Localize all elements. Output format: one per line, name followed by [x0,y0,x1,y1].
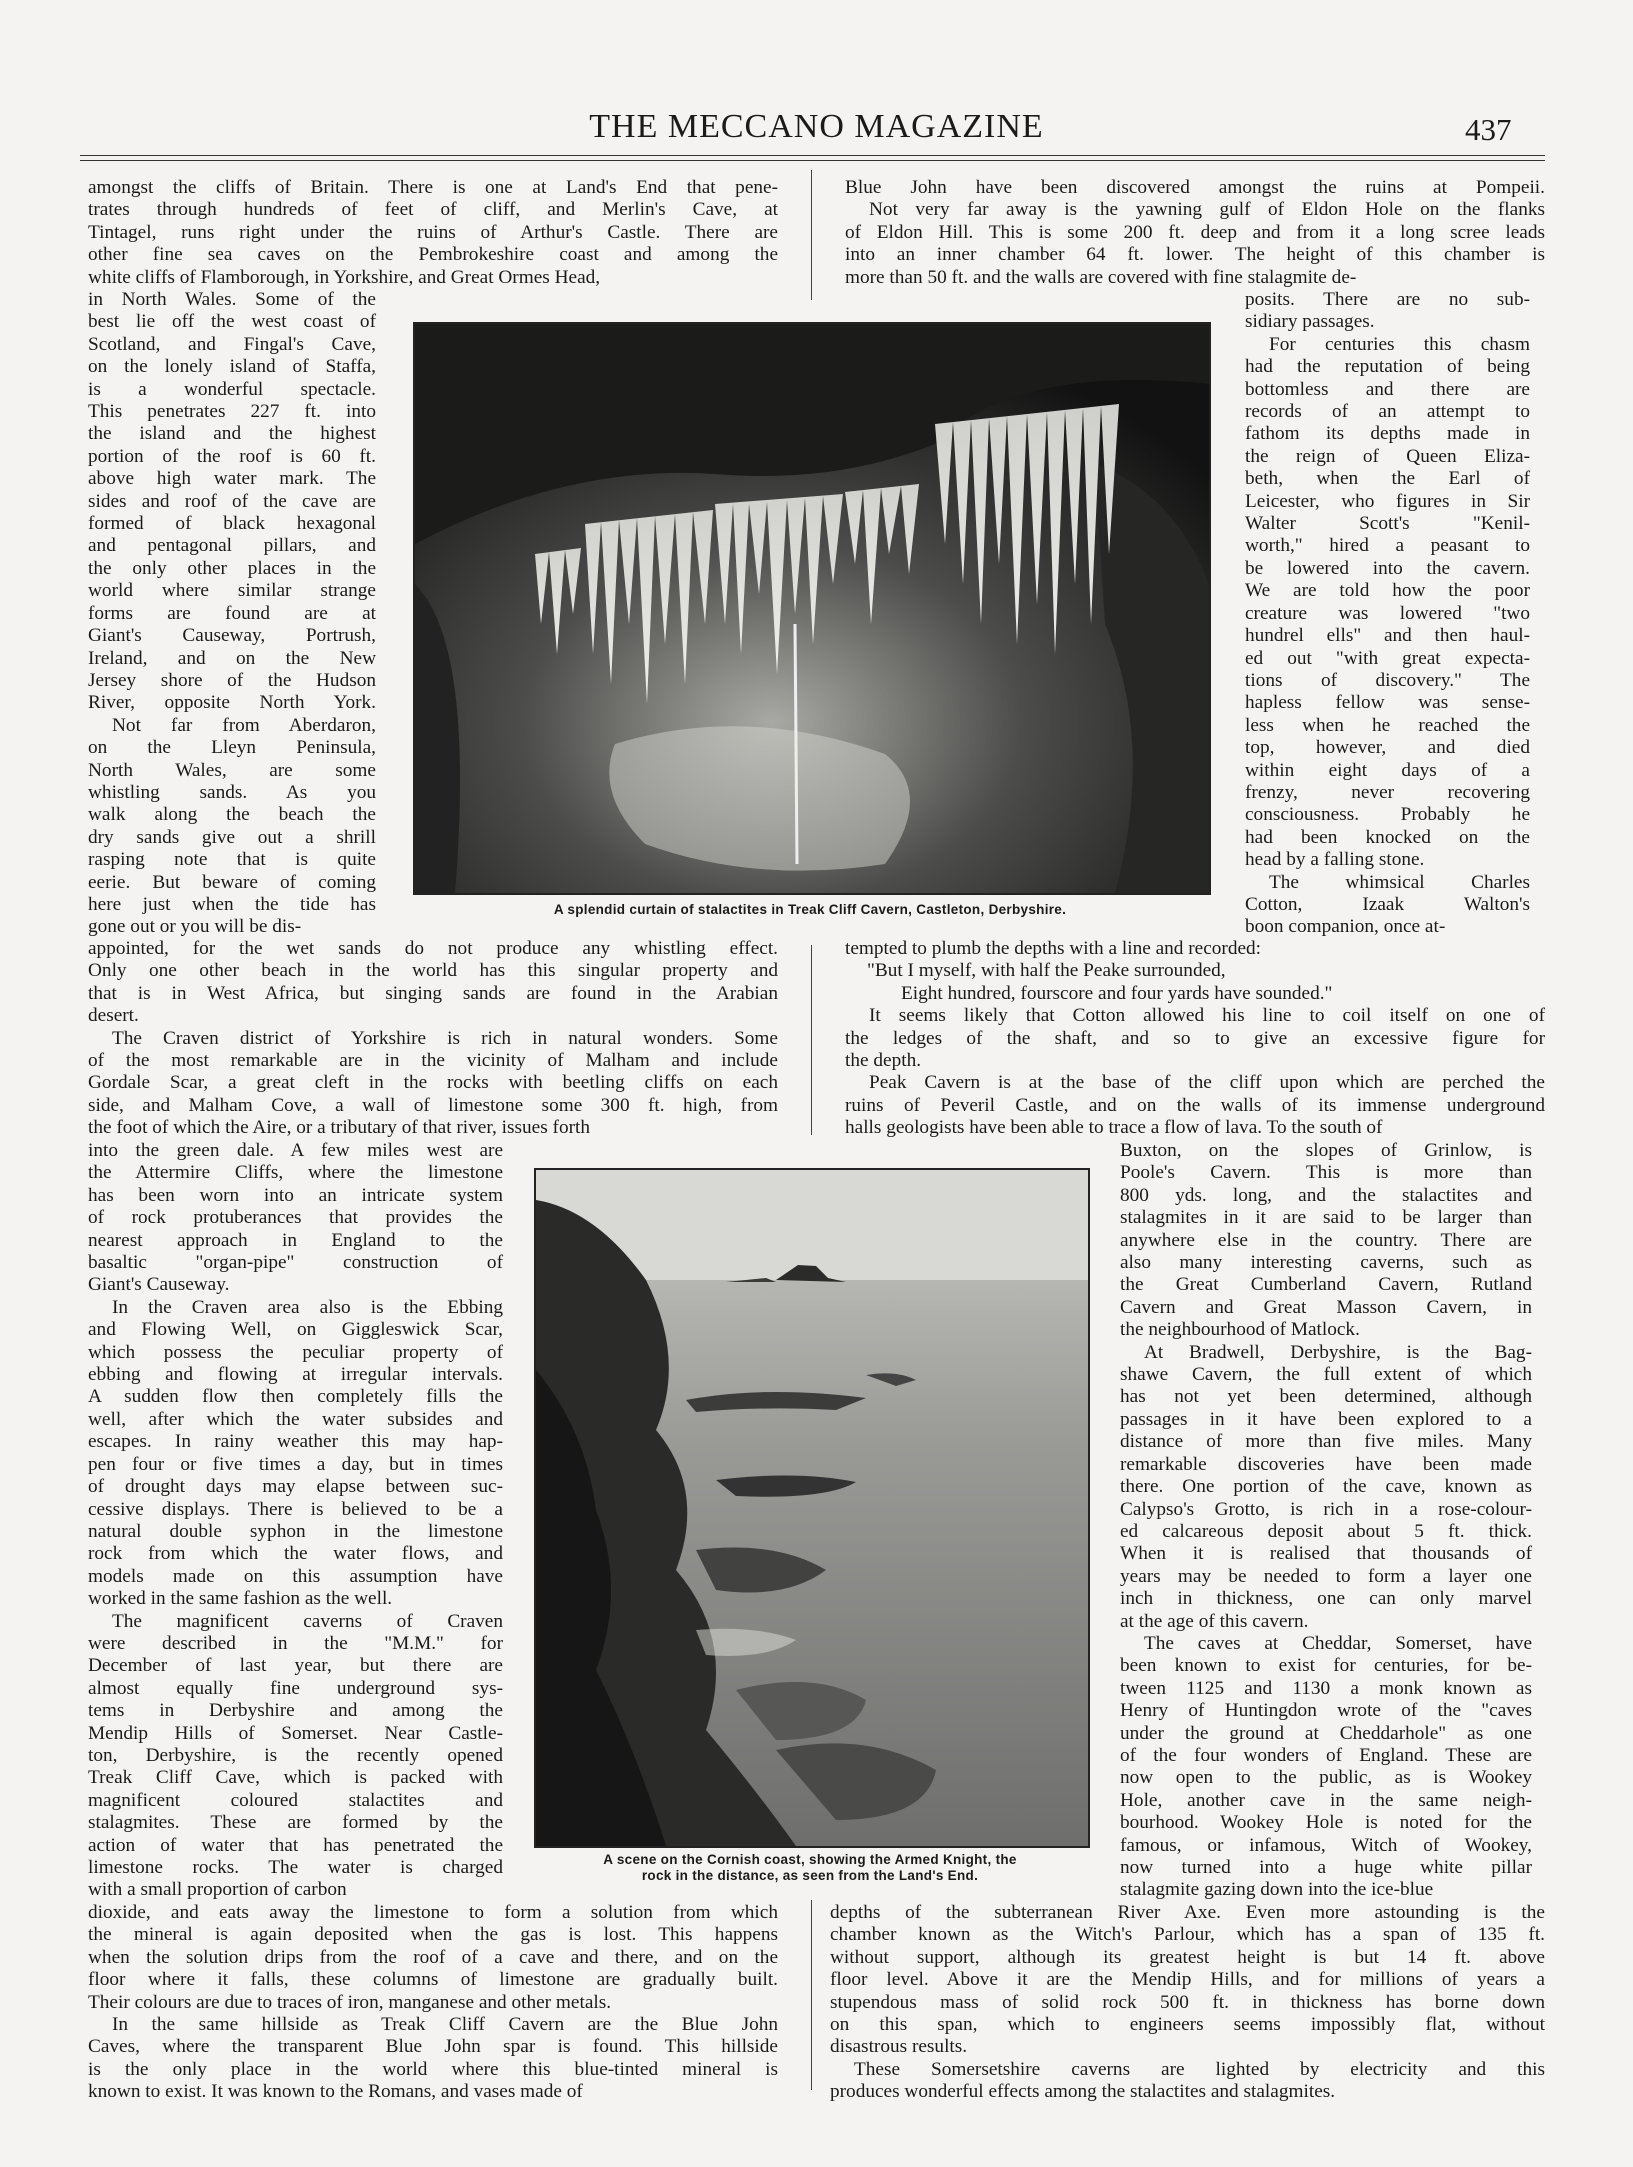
text-line: bottomless and there are [1245,378,1530,400]
text-line: records of an attempt to [1245,401,1530,423]
text-line: Scotland, and Fingal's Cave, [88,333,376,355]
text-line: For centuries this chasm [1269,333,1530,355]
text-line: also many interesting caverns, such as [1120,1252,1532,1274]
left-mid-block [88,938,778,1140]
text-line: North Wales, are some [88,759,376,781]
text-line: the neighbourhood of Matlock. [1120,1319,1360,1341]
text-line: almost equally fine underground sys- [88,1677,503,1699]
text-line: other fine sea caves on the Pembrokeshire coast and among the [88,244,778,266]
text-line: dry sands give out a shrill [88,826,376,848]
text-line: ruins of Peveril Castle, and on the walls of its immense underground [845,1094,1545,1116]
text-line: Tintagel, runs right under the ruins of Arthur's Castle. There are [88,221,778,243]
text-line: worth," hired a peasant to [1245,535,1530,557]
text-line: into the green dale. A few miles west are [88,1140,503,1161]
text-line: Caves, where the transparent Blue John spar is found. This hillside [88,2036,778,2058]
text-line: appointed, for the wet sands do not produce any whistling effect. [88,938,778,959]
text-line: years may be needed to form a layer one [1120,1565,1532,1587]
text-line: December of last year, but there are [88,1655,503,1677]
text-line: Giant's Causeway. [88,1274,230,1296]
text-line: cessive displays. There is believed to be a [88,1498,503,1520]
text-line: frenzy, never recovering [1245,781,1530,803]
text-line: formed of black hexagonal [88,513,376,535]
text-line: Their colours are due to traces of iron, manganese and other metals. [88,1991,612,2013]
text-line: In the Craven area also is the Ebbing [112,1296,503,1318]
right-mid-block [845,938,1545,1140]
text-line: famous, or infamous, Witch of Wookey, [1120,1834,1532,1856]
text-line: sides and roof of the cave are [88,490,376,512]
text-line: shawe Cavern, the full extent of which [1120,1364,1532,1386]
text-line: hapless fellow was sense- [1245,692,1530,714]
text-line: top, however, and died [1245,737,1530,759]
text-line: pen four or five times a day, but in times [88,1453,503,1475]
text-line: desert. [88,1005,139,1027]
text-line: here just when the tide has [88,893,376,915]
text-line: of the four wonders of England. These are [1120,1744,1532,1766]
right-bottom-block [830,1902,1545,2104]
text-line: of Eldon Hill. This is some 200 ft. deep and from it a long scree leads [845,221,1545,243]
text-line: Eight hundred, fourscore and four yards have sounded." [901,982,1333,1004]
header-rule-2 [80,160,1545,161]
text-line: models made on this assumption have [88,1565,503,1587]
text-line: were described in the "M.M." for [88,1632,503,1654]
text-line: is the only place in the world where this blue-tinted mineral is [88,2058,778,2080]
text-line: The whimsical Charles [1269,871,1530,893]
text-line: inch in thickness, one can only marvel [1120,1588,1532,1610]
header-rule [80,155,1545,156]
text-line: is a wonderful spectacle. [88,378,376,400]
text-line: had been knocked on the [1245,826,1530,848]
text-line: Treak Cliff Cave, which is packed with [88,1767,503,1789]
text-line: Henry of Huntingdon wrote of the "caves [1120,1700,1532,1722]
text-line: The caves at Cheddar, Somerset, have [1144,1632,1532,1654]
text-line: well, after which the water subsides and [88,1408,503,1430]
text-line: limestone rocks. The water is charged [88,1857,503,1878]
text-line: gone out or you will be dis- [88,916,302,938]
text-line: Jersey shore of the Hudson [88,669,376,691]
text-line: basaltic "organ-pipe" construction of [88,1252,503,1274]
text-line: The Craven district of Yorkshire is rich in natural wonders. Some [112,1027,778,1049]
text-line: without support, although its greatest height is but 14 ft. above [830,1946,1545,1968]
text-line: Not far from Aberdaron, [112,714,376,736]
text-line: the only other places in the [88,557,376,579]
text-line: the Great Cumberland Cavern, Rutland [1120,1274,1532,1296]
text-line: had the reputation of being [1245,356,1530,378]
text-line: dioxide, and eats away the limestone to form a solution from which [88,1902,778,1923]
text-line: hundrel ells" and then haul- [1245,625,1530,647]
text-line: Cavern and Great Masson Cavern, in [1120,1296,1532,1318]
text-line: known to exist. It was known to the Romans, and vases made of [88,2081,583,2103]
text-line: less when he reached the [1245,714,1530,736]
text-line: This penetrates 227 ft. into [88,401,376,423]
text-line: Buxton, on the slopes of Grinlow, is [1120,1140,1532,1161]
right-narrow-block [1245,289,1530,939]
text-line: posits. There are no sub- [1245,289,1530,310]
text-line: tween 1125 and 1130 a monk known as [1120,1677,1532,1699]
text-line: the ledges of the shaft, and so to give an excessive figure for [845,1027,1545,1049]
text-line: chamber known as the Witch's Parlour, which has a span of 135 ft. [830,1924,1545,1946]
text-line: Blue John have been discovered amongst the ruins at Pompeii. [845,177,1545,198]
text-line: natural double syphon in the limestone [88,1520,503,1542]
text-line: whistling sands. As you [88,781,376,803]
text-line: the reign of Queen Eliza- [1245,445,1530,467]
text-line: nearest approach in England to the [88,1229,503,1251]
text-line: under the ground at Cheddarhole" as one [1120,1722,1532,1744]
text-line: The magnificent caverns of Craven [112,1610,503,1632]
text-line: remarkable discoveries have been made [1120,1453,1532,1475]
text-line: Hole, another cave in the same neigh- [1120,1789,1532,1811]
text-line: Leicester, who figures in Sir [1245,490,1530,512]
text-line: rock from which the water flows, and [88,1543,503,1565]
text-line: and pentagonal pillars, and [88,535,376,557]
text-line: stupendous mass of solid rock 500 ft. in thickness has borne down [830,1991,1545,2013]
right-top-block [845,177,1545,289]
text-line: Calypso's Grotto, is rich in a rose-colour- [1120,1498,1532,1520]
text-line: boon companion, once at- [1245,916,1446,938]
text-line: on this span, which to engineers seems impossibly flat, without [830,2014,1545,2036]
text-line: consciousness. Probably he [1245,804,1530,826]
text-line: rasping note that is quite [88,849,376,871]
text-line: trates through hundreds of feet of cliff, and Merlin's Cave, at [88,199,778,221]
text-line: side, and Malham Cove, a wall of limestone some 300 ft. high, from [88,1094,778,1116]
text-line: 800 yds. long, and the stalactites and [1120,1184,1532,1206]
text-line: sidiary passages. [1245,311,1375,333]
column-divider [811,1900,812,2090]
column-divider [811,170,812,300]
text-line: of rock protuberances that provides the [88,1207,503,1229]
text-line: been known to exist for centuries, for be- [1120,1655,1532,1677]
text-line: there. One portion of the cave, known as [1120,1476,1532,1498]
column-divider [811,945,812,1135]
text-line: fathom its depths made in [1245,423,1530,445]
text-line: Poole's Cavern. This is more than [1120,1162,1532,1184]
text-line: bourhood. Wookey Hole is noted for the [1120,1812,1532,1834]
text-line: ebbing and flowing at irregular intervals. [88,1364,503,1386]
text-line: "But I myself, with half the Peake surrounded, [867,960,1226,982]
text-line: ton, Derbyshire, is the recently opened [88,1744,503,1766]
text-line: halls geologists have been able to trace a flow of lava. To the south of [845,1117,1383,1139]
text-line: best lie off the west coast of [88,311,376,333]
text-line: with a small proportion of carbon [88,1879,347,1901]
cornish-coast-photo [534,1168,1090,1848]
text-line: distance of more than five miles. Many [1120,1431,1532,1453]
text-line: eerie. But beware of coming [88,871,376,893]
left-bottom-block [88,1902,778,2104]
text-line: When it is realised that thousands of [1120,1543,1532,1565]
text-line: head by a falling stone. [1245,849,1425,871]
text-line: depths of the subterranean River Axe. Even more astounding is the [830,1902,1545,1923]
text-line: magnificent coloured stalactites and [88,1789,503,1811]
text-line: into an inner chamber 64 ft. lower. The height of this chamber is [845,244,1545,266]
text-line: forms are found are at [88,602,376,624]
text-line: stalagmite gazing down into the ice-blue [1120,1879,1434,1901]
text-line: Giant's Causeway, Portrush, [88,625,376,647]
text-line: world where similar strange [88,580,376,602]
text-line: within eight days of a [1245,759,1530,781]
running-head: THE MECCANO MAGAZINE [589,108,1044,145]
text-line: These Somersetshire caverns are lighted by electricity and this [854,2058,1545,2080]
text-line: floor where it falls, these columns of limestone are gradually built. [88,1969,778,1991]
text-line: portion of the roof is 60 ft. [88,445,376,467]
text-line: stalagmites in it are said to be larger than [1120,1207,1532,1229]
text-line: stalagmites. These are formed by the [88,1812,503,1834]
text-line: the depth. [845,1050,922,1072]
text-line: on the lonely island of Staffa, [88,356,376,378]
text-line: We are told how the poor [1245,580,1530,602]
left-narrow-block [88,289,376,939]
text-line: which possess the peculiar property of [88,1341,503,1363]
text-line: the island and the highest [88,423,376,445]
text-line: Cotton, Izaak Walton's [1245,893,1530,915]
text-line: Not very far away is the yawning gulf of Eldon Hole on the flanks [869,199,1545,221]
text-line: the mineral is again deposited when the gas is lost. This happens [88,1924,778,1946]
text-line: ed calcareous deposit about 5 ft. thick. [1120,1520,1532,1542]
text-line: in North Wales. Some of the [88,289,376,310]
text-line: At Bradwell, Derbyshire, is the Bag- [1144,1341,1532,1363]
text-line: In the same hillside as Treak Cliff Cavern are the Blue John [112,2014,778,2036]
text-line: walk along the beach the [88,804,376,826]
text-line: Gordale Scar, a great cleft in the rocks with beetling cliffs on each [88,1072,778,1094]
text-line: more than 50 ft. and the walls are covered with fine stalagmite de- [845,266,1357,288]
text-line: creature was lowered "two [1245,602,1530,624]
stalactites-photo [413,322,1211,895]
text-line: floor level. Above it are the Mendip Hills, and for millions of years a [830,1969,1545,1991]
text-line: worked in the same fashion as the well. [88,1588,393,1610]
text-line: amongst the cliffs of Britain. There is one at Land's End that pene- [88,177,778,198]
caption-2-line-2: rock in the distance, as seen from the Land's End. [641,1868,979,1883]
text-line: anywhere else in the country. There are [1120,1229,1532,1251]
text-line: has been worn into an intricate system [88,1184,503,1206]
text-line: action of water that has penetrated the [88,1834,503,1856]
caption-2-line-1: A scene on the Cornish coast, showing the Armed Knight, the [603,1852,1017,1867]
text-line: above high water mark. The [88,468,376,490]
text-line: when the solution drips from the roof of a cave and there, and on the [88,1946,778,1968]
text-line: Walter Scott's "Kenil- [1245,513,1530,535]
text-line: the Attermire Cliffs, where the limestone [88,1162,503,1184]
text-line: tions of discovery." The [1245,669,1530,691]
left-narrow-block-2 [88,1140,503,1902]
right-narrow-block-2 [1120,1140,1532,1902]
text-line: and Flowing Well, on Giggleswick Scar, [88,1319,503,1341]
text-line: on the Lleyn Peninsula, [88,737,376,759]
text-line: of the most remarkable are in the vicinity of Malham and include [88,1050,778,1072]
text-line: be lowered into the cavern. [1245,557,1530,579]
text-line: that is in West Africa, but singing sands are found in the Arabian [88,982,778,1004]
text-line: passages in it have been explored to a [1120,1408,1532,1430]
text-line: tempted to plumb the depths with a line and recorded: [845,938,1262,959]
text-line: tems in Derbyshire and among the [88,1700,503,1722]
page-number: 437 [1465,112,1512,147]
text-line: disastrous results. [830,2036,968,2058]
text-line: escapes. In rainy weather this may hap- [88,1431,503,1453]
text-line: Ireland, and on the New [88,647,376,669]
text-line: of drought days may elapse between suc- [88,1476,503,1498]
text-line: the foot of which the Aire, or a tributary of that river, issues forth [88,1117,591,1139]
figure-caption-1: A splendid curtain of stalactites in Treak Cliff Cavern, Castleton, Derbyshire. [553,902,1067,917]
text-line: now turned into a huge white pillar [1120,1857,1532,1878]
text-line: It seems likely that Cotton allowed his line to coil itself on one of [869,1005,1545,1027]
text-line: ed out "with great expecta- [1245,647,1530,669]
text-line: River, opposite North York. [88,692,376,714]
text-line: Mendip Hills of Somerset. Near Castle- [88,1722,503,1744]
text-line: A sudden flow then completely fills the [88,1386,503,1408]
text-line: produces wonderful effects among the stalactites and stalagmites. [830,2081,1336,2103]
text-line: has not yet been determined, although [1120,1386,1532,1408]
figure-caption-2 [520,1852,1100,1884]
text-line: beth, when the Earl of [1245,468,1530,490]
text-line: at the age of this cavern. [1120,1610,1309,1632]
text-line: Peak Cavern is at the base of the cliff upon which are perched the [869,1072,1545,1094]
text-line: white cliffs of Flamborough, in Yorkshire, and Great Ormes Head, [88,266,601,288]
left-top-block [88,177,778,289]
text-line: Only one other beach in the world has this singular property and [88,960,778,982]
text-line: now open to the public, as is Wookey [1120,1767,1532,1789]
